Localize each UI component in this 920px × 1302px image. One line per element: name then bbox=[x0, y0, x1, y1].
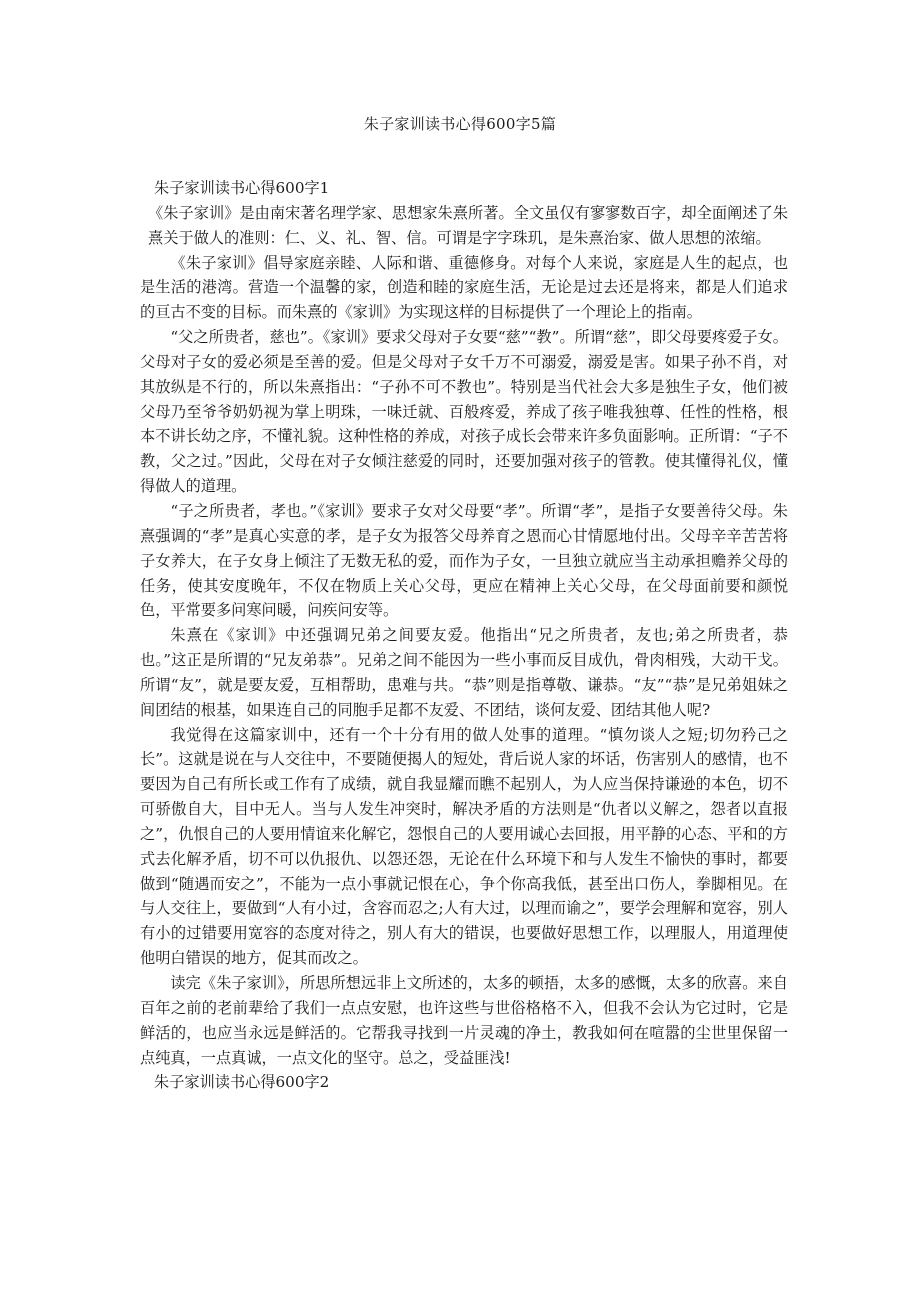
section-heading-1: 朱子家训读书心得600字1 bbox=[154, 179, 330, 197]
paragraph: 我觉得在这篇家训中，还有一个十分有用的做人处事的道理。“慎勿谈人之短;切勿矜己之长”。这就是说在与人交往中，不要随便揭人的短处，背后说人家的坏话，伤害别人的感情，也不要因为自己有所长或工作有了成绩，就自我显耀而瞧不起别人，为人应当保持谦逊的本色，切不可骄傲自大，目中无人。当与人发生冲突时，解决矛盾的方法则是“仇者以义解之，怨者以直报之”，仇恨自己的人要用情谊来化解它，怨恨自己的人要用诚心去回报，用平静的心态、平和的方式去化解矛盾，切不可以仇报仇、以怨还怨，无论在什么环境下和与人发生不愉快的事时，都要做到“随遇而安之”，不能为一点小事就记恨在心，争个你高我低，甚至出口伤人，拳脚相见。在与人交往上，要做到“人有小过，含容而忍之;人有大过，以理而谕之”，要学会理解和宽容，别人有小的过错要用宽容的态度对待之，别人有大的错误，也要做好思想工作，以理服人，用道理使他明白错误的地方，促其而改之。 bbox=[140, 725, 788, 968]
paragraph: 朱熹在《家训》中还强调兄弟之间要友爱。他指出“兄之所贵者，友也;弟之所贵者，恭也。”这正是所谓的“兄友弟恭”。兄弟之间不能因为一些小事而反目成仇，骨肉相残，大动干戈。所谓“友”，就是要友爱，互相帮助，患难与共。“恭”则是指尊敬、谦恭。“友”“恭”是兄弟姐妹之间团结的根基，如果连自己的同胞手足都不友爱、不团结，谈何友爱、团结其他人呢? bbox=[140, 626, 788, 719]
paragraph: 读完《朱子家训》，所思所想远非上文所述的，太多的顿捂，太多的感慨，太多的欣喜。来自百年之前的老前辈给了我们一点点安慰，也许这些与世俗格格不入，但我不会认为它过时，它是鲜活的，也应当永远是鲜活的。它帮我寻找到一片灵魂的净土，教我如何在喧嚣的尘世里保留一点纯真，一点真诚，一点文化的坚守。总之，受益匪浅! bbox=[140, 974, 788, 1067]
document-body bbox=[140, 176, 788, 1095]
paragraph: 《朱子家训》是由南宋著名理学家、思想家朱熹所著。全文虽仅有寥寥数百字，却全面阐述了朱熹关于做人的准则：仁、义、礼、智、信。可谓是字字珠玑，是朱熹治家、做人思想的浓缩。 bbox=[148, 203, 788, 247]
paragraph: “子之所贵者，孝也。”《家训》要求子女对父母要“孝”。所谓“孝”，是指子女要善待父母。朱熹强调的“孝”是真心实意的孝，是子女为报答父母养育之恩而心甘情愿地付出。父母辛辛苦苦将子女养大，在子女身上倾注了无数无私的爱，而作为子女，一旦独立就应当主动承担赡养父母的任务，使其安度晚年，不仅在物质上关心父母，更应在精神上关心父母，在父母面前要和颜悦色，平常要多问寒问暖，问疾问安等。 bbox=[140, 501, 788, 620]
section-heading-2: 朱子家训读书心得600字2 bbox=[154, 1073, 330, 1092]
document-title: 朱子家训读书心得600字5篇 bbox=[363, 115, 557, 133]
paragraph: 《朱子家训》倡导家庭亲睦、人际和谐、重德修身。对每个人来说，家庭是人生的起点，也是生活的港湾。营造一个温馨的家，创造和睦的家庭生活，无论是过去还是将来，都是人们追求的亘古不变的目标。而朱熹的《家训》为实现这样的目标提供了一个理论上的指南。 bbox=[140, 253, 788, 322]
paragraph: “父之所贵者，慈也”。《家训》要求父母对子女要“慈”“教”。所谓“慈”，即父母要疼爱子女。父母对子女的爱必须是至善的爱。但是父母对子女千万不可溺爱，溺爱是害。如果子孙不肖，对其放纵是不行的，所以朱熹指出：“子孙不可不教也”。特别是当代社会大多是独生子女，他们被父母乃至爷爷奶奶视为掌上明珠，一味迁就、百般疼爱，养成了孩子唯我独尊、任性的性格，根本不讲长幼之序，不懂礼貌。这种性格的养成，对孩子成长会带来许多负面影响。正所谓：“子不教，父之过。”因此，父母在对子女倾注慈爱的同时，还要加强对孩子的管教。使其懂得礼仪，懂得做人的道理。 bbox=[140, 328, 788, 496]
